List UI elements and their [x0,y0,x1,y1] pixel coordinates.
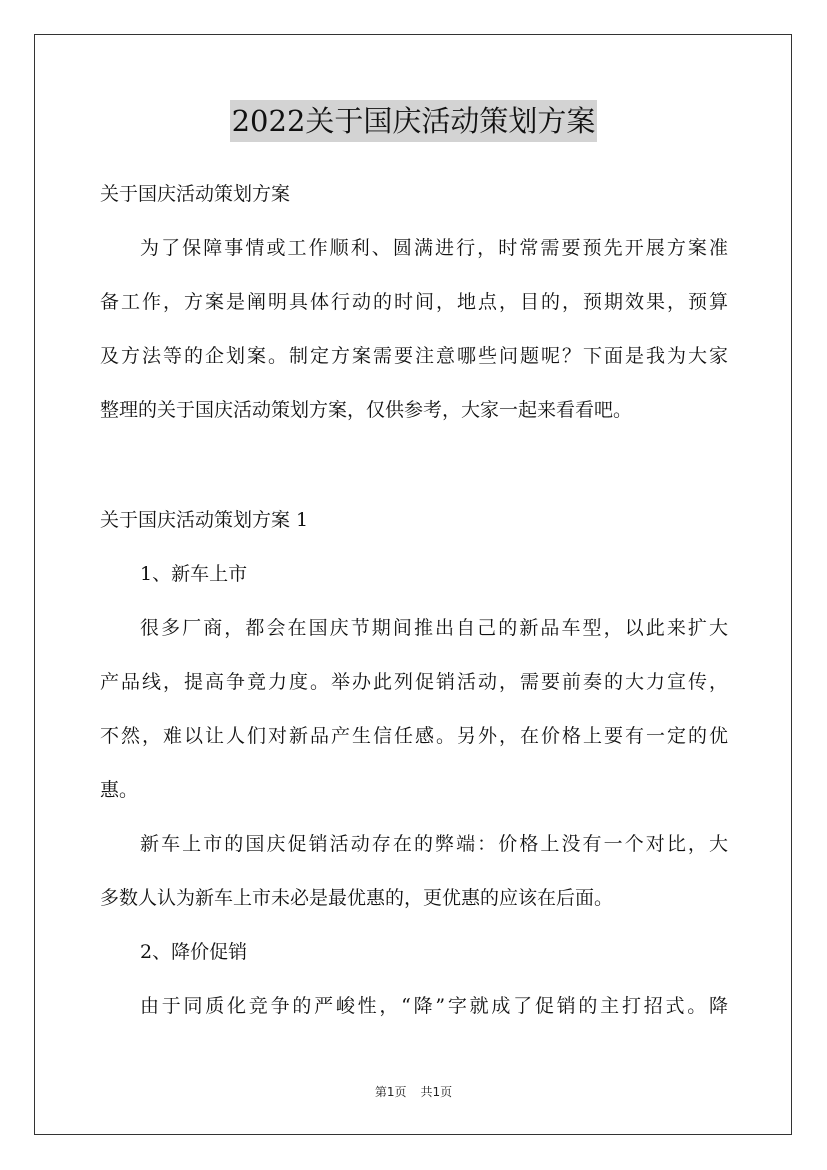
item2-para1-line: 由于同质化竞争的严峻性，“降”字就成了促销的主打招式。降 [140,995,728,1017]
page-footer [0,1083,827,1100]
item1-para2-line: 多数人认为新车上市未必是最优惠的，更优惠的应该在后面。 [100,887,614,909]
intro-line: 及方法等的企划案。制定方案需要注意哪些问题呢？下面是我为大家 [100,345,728,367]
page-number: 第1页 [374,1085,407,1099]
item1-para1-line: 惠。 [100,779,139,801]
item1-para1-line: 不然，难以让人们对新品产生信任感。另外，在价格上要有一定的优 [100,725,728,747]
page-total: 共1页 [420,1085,453,1099]
intro-line: 整理的关于国庆活动策划方案，仅供参考，大家一起来看看吧。 [100,399,633,421]
title-container [0,100,827,142]
item1-para1-line: 产品线，提高争竟力度。举办此列促销活动，需要前奏的大力宣传， [100,671,728,693]
intro-line: 为了保障事情或工作顺利、圆满进行，时常需要预先开展方案准 [140,237,728,259]
item1-para2-line: 新车上市的国庆促销活动存在的弊端：价格上没有一个对比，大 [140,833,728,855]
document-title: 2022关于国庆活动策划方案 [230,100,598,142]
intro-line: 备工作，方案是阐明具体行动的时间，地点，目的，预期效果，预算 [100,291,728,313]
subtitle: 关于国庆活动策划方案 [100,183,291,205]
item-heading: 1、新车上市 [140,563,248,585]
item1-para1-line: 很多厂商，都会在国庆节期间推出自己的新品车型，以此来扩大 [140,617,728,639]
section-title: 关于国庆活动策划方案 1 [100,509,309,531]
item-heading: 2、降价促销 [140,941,248,963]
